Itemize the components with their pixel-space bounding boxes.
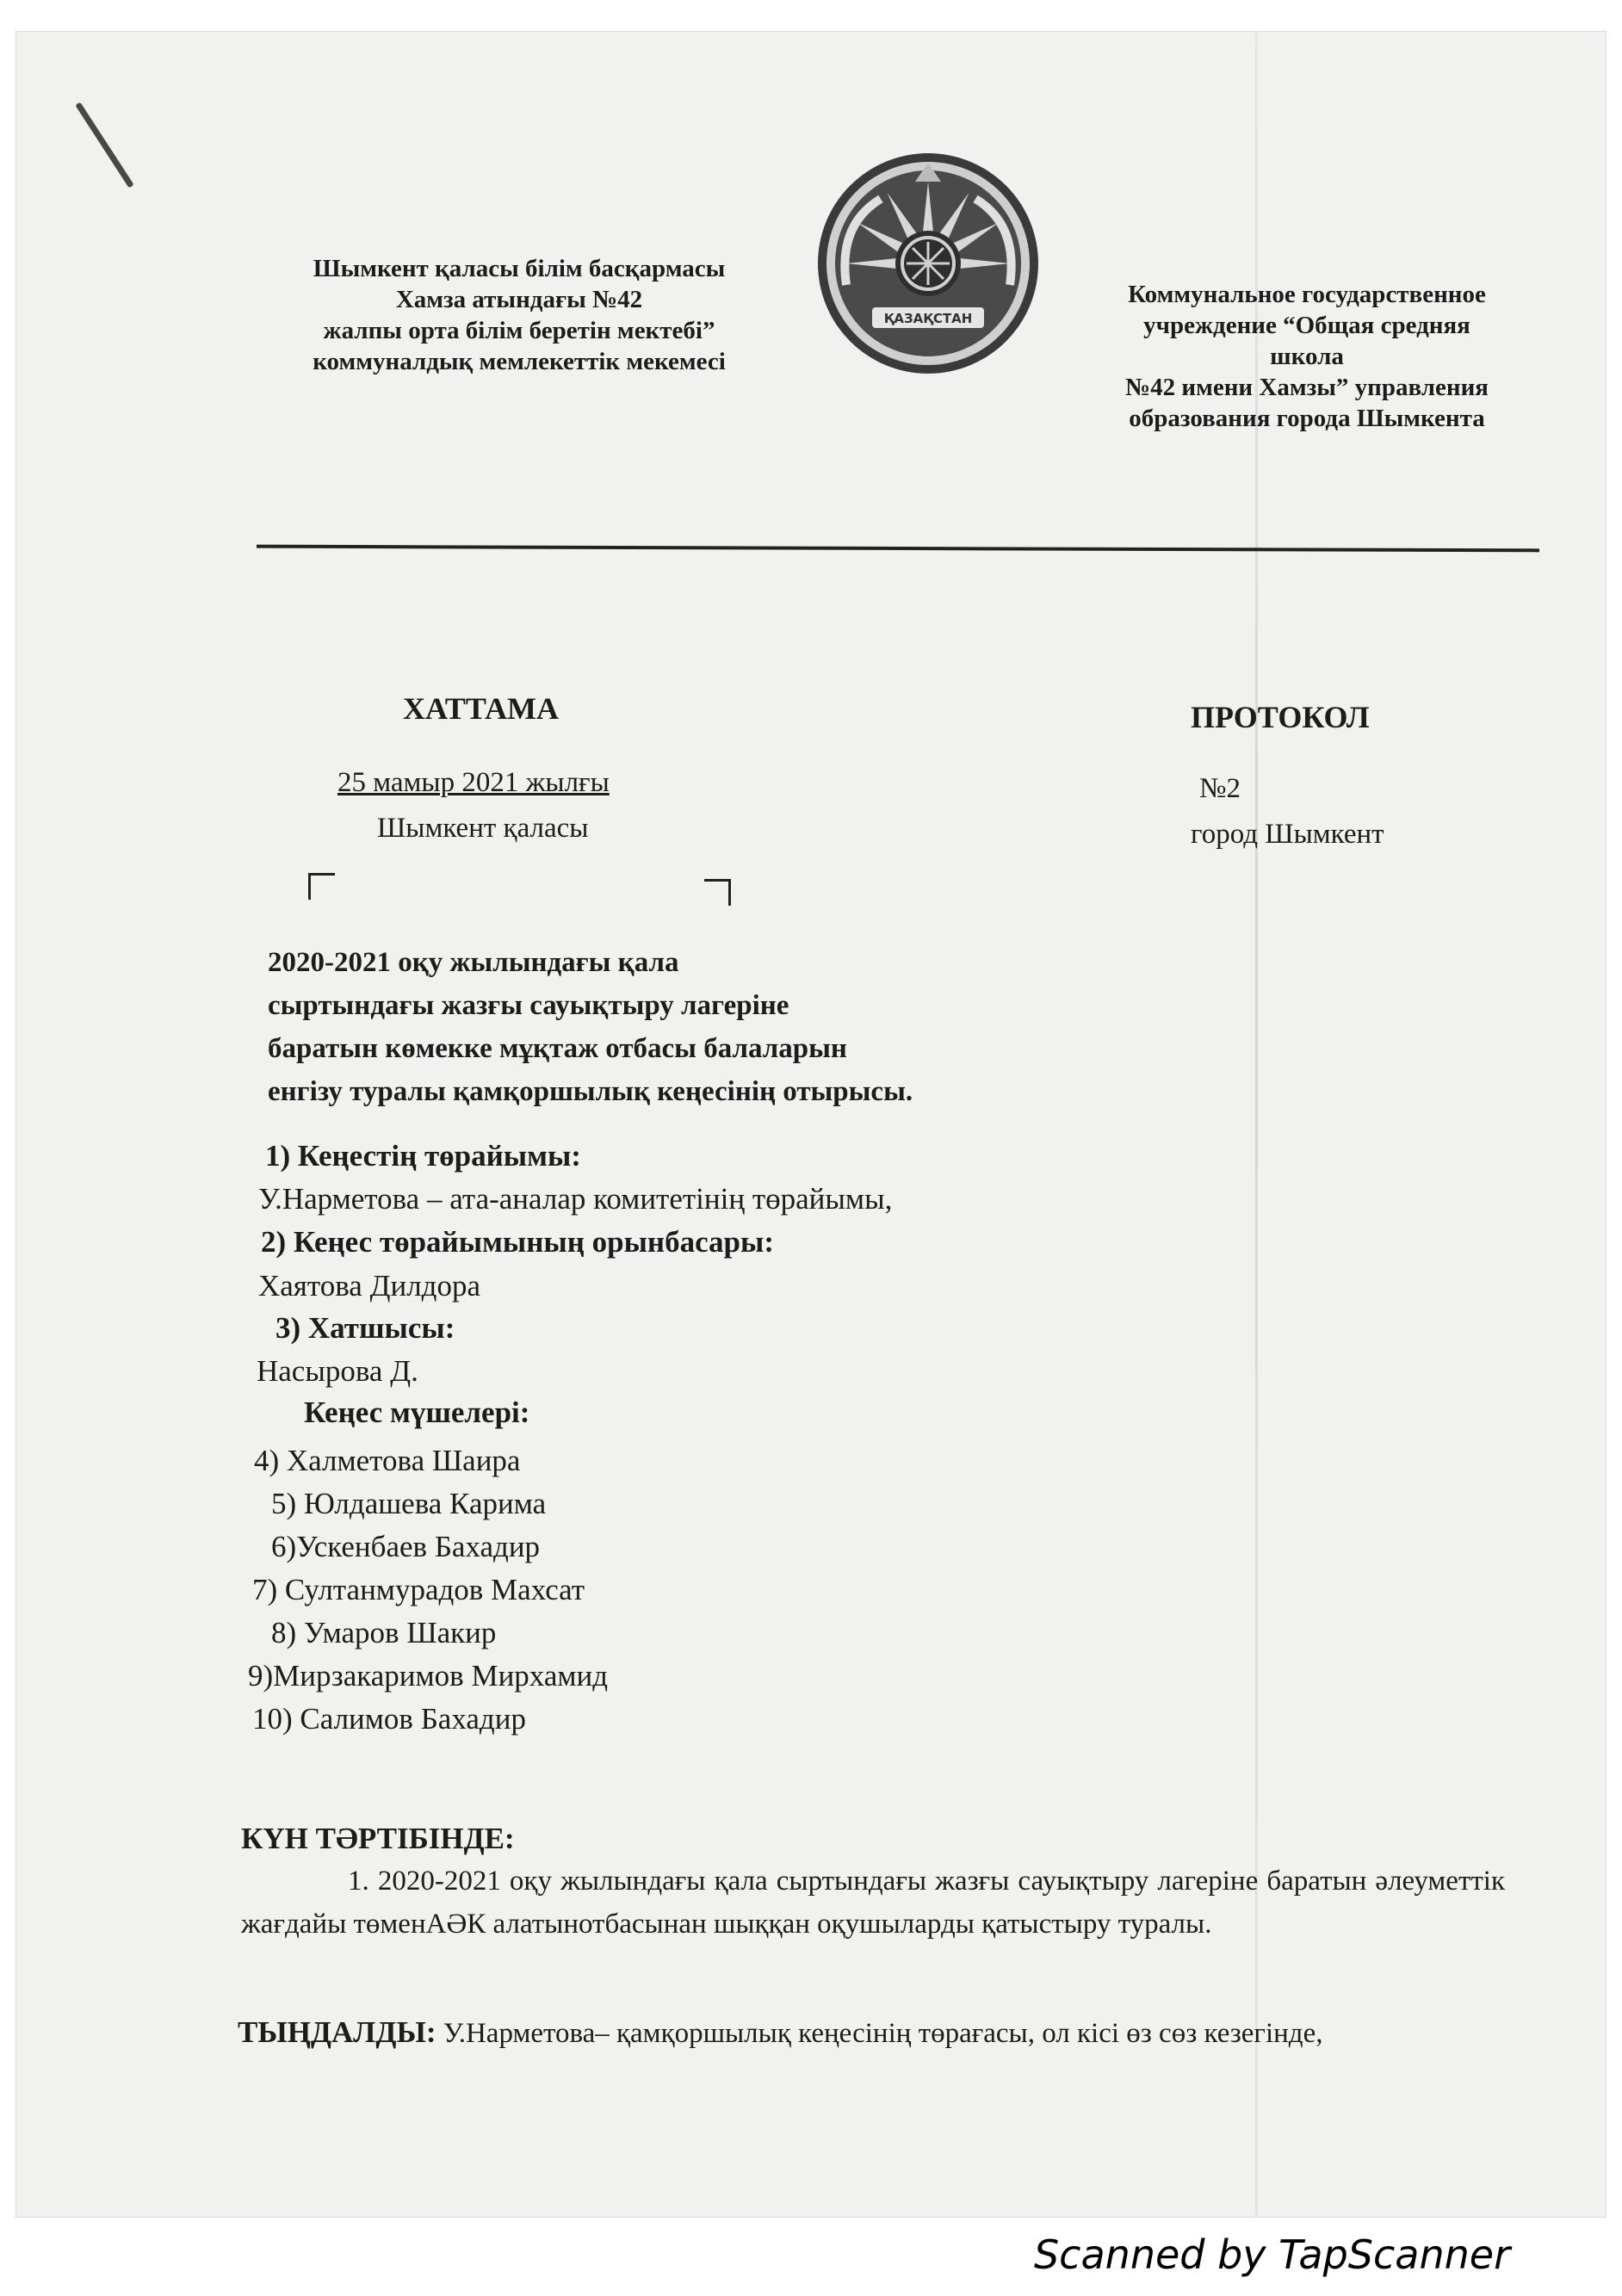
date-kz: 25 мамыр 2021 жылғы <box>337 767 610 798</box>
header-right <box>1040 279 1574 434</box>
members-list <box>248 1439 609 1741</box>
header-right-line: школа <box>1270 343 1344 370</box>
agenda-label: КҮН ТӘРТІБІНДЕ: <box>241 1822 515 1855</box>
corner-mark-left <box>308 873 335 900</box>
header-left-line: коммуналдық мемлекеттік мекемесі <box>313 348 726 375</box>
header-left-line: жалпы орта білім беретін мектебі” <box>323 317 715 344</box>
header-left <box>235 253 803 377</box>
header-right-line: учреждение “Общая средняя <box>1143 312 1470 339</box>
member-item: 5) Юлдашева Карима <box>271 1487 547 1520</box>
emblem-text: ҚАЗАҚСТАН <box>883 311 973 326</box>
scanned-page <box>15 31 1607 2218</box>
deputy-label: 2) Кеңес төрайымының орынбасары: <box>261 1225 774 1259</box>
subject-line: баратын көмекке мұқтаж отбасы балаларын <box>268 1033 847 1064</box>
city-kz: Шымкент қаласы <box>377 813 589 844</box>
members-label: Кеңес мүшелері: <box>304 1396 530 1429</box>
header-right-line: Коммунальное государственное <box>1128 281 1486 308</box>
title-ru: ПРОТОКОЛ <box>1191 700 1370 734</box>
member-item: 6)Ускенбаев Бахадир <box>271 1530 541 1563</box>
subject-line: 2020-2021 оқу жылындағы қала <box>268 947 679 978</box>
heard-label: ТЫҢДАЛДЫ: <box>238 2015 436 2049</box>
agenda-item: 1. 2020-2021 оқу жылындағы қала сыртындағы жазғы сауықтыру лагеріне баратын әлеуметтік жағдайы төменАӘК алатынотбасынан шыққан оқушыларды қатыстыру туралы. <box>241 1866 1505 1940</box>
member-item: 4) Халметова Шаира <box>254 1444 521 1477</box>
corner-mark-right <box>704 879 731 906</box>
secretary-name: Насырова Д. <box>257 1354 418 1388</box>
member-item: 10) Салимов Бахадир <box>252 1702 526 1736</box>
member-item: 8) Умаров Шакир <box>271 1616 497 1649</box>
protocol-number: №2 <box>1199 773 1241 804</box>
chair-label: 1) Кеңестің төрайымы: <box>265 1139 581 1173</box>
city-ru: город Шымкент <box>1191 819 1384 850</box>
subject-line: сыртындағы жазғы сауықтыру лагеріне <box>268 990 789 1021</box>
state-emblem-icon <box>812 147 1044 380</box>
deputy-name: Хаятова Дилдора <box>258 1269 481 1303</box>
header-left-line: Шымкент қаласы білім басқармасы <box>313 255 726 282</box>
member-item: 9)Мирзакаримов Мирхамид <box>248 1659 609 1693</box>
secretary-label: 3) Хатшысы: <box>275 1311 455 1345</box>
header-divider <box>257 545 1539 553</box>
meeting-subject <box>268 941 913 1113</box>
subject-line: енгізу туралы қамқоршылық кеңесінің отырысы. <box>268 1076 913 1107</box>
header-right-line: №42 имени Хамзы” управления <box>1124 374 1489 401</box>
heard-text: У.Нарметова– қамқоршылық кеңесінің төрағасы, ол кісі өз сөз кезегінде, <box>436 2018 1323 2049</box>
title-kz: ХАТТАМА <box>403 691 560 726</box>
member-item: 7) Султанмурадов Махсат <box>252 1573 585 1606</box>
scanner-watermark: Scanned by TapScanner <box>1033 2231 1510 2278</box>
heard-paragraph <box>238 2011 1505 2055</box>
chair-name: У.Нарметова – ата-аналар комитетінің төрайымы, <box>258 1182 893 1216</box>
header-right-line: образования города Шымкента <box>1129 405 1485 432</box>
header-left-line: Хамза атындағы №42 <box>395 286 643 313</box>
pen-mark <box>75 102 134 188</box>
